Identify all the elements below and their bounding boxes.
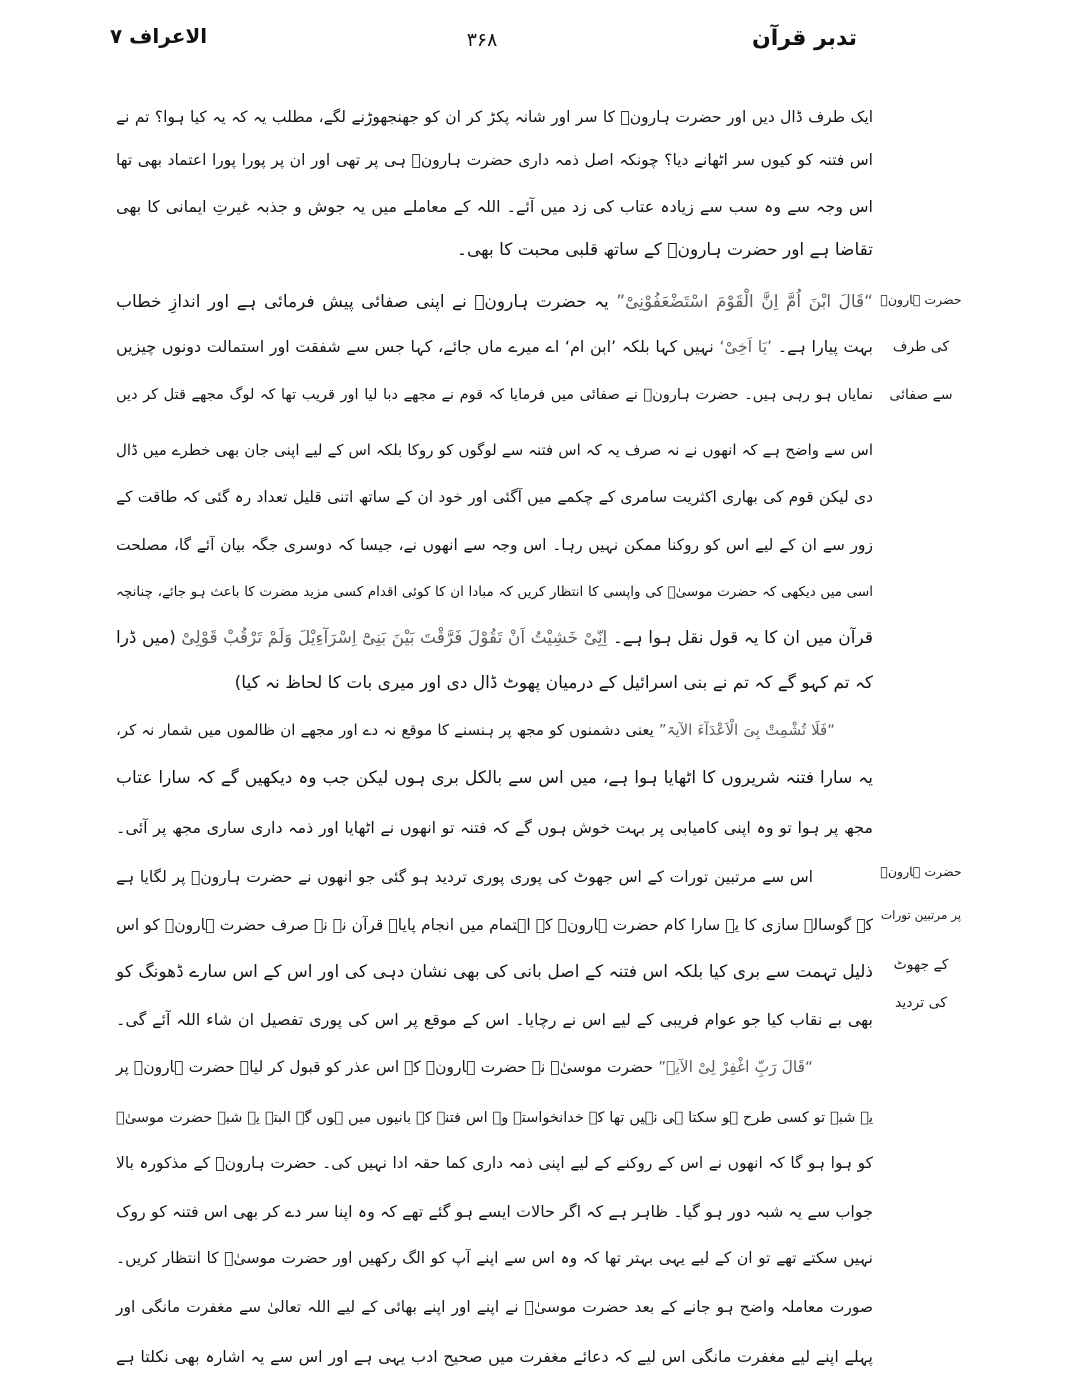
margin-note-line: کی تردید bbox=[895, 995, 947, 1011]
body-line: اسی میں دیکھی کہ حضرت موسیٰؑ کی واپسی کا انتظار کریں کہ مبادا ان کا کوئی اقدام کسی مزید مضرت کا باعث ہو جائے، چنانچہ bbox=[116, 584, 873, 600]
body-line: اس سے واضح ہے کہ انھوں نے نہ صرف یہ کہ اس فتنہ سے لوگوں کو روکا بلکہ اس کے لیے اپنی جان بھی خطرے میں ڈال bbox=[116, 441, 873, 459]
body-line: یہ سارا فتنہ شریروں کا اٹھایا ہوا ہے، میں اس سے بالکل بری ہوں لیکن جب وہ دیکھیں گے کہ سارا عتاب bbox=[116, 768, 873, 788]
body-line: ذلیل تہمت سے بری کیا بلکہ اس فتنہ کے اصل بانی کی بھی نشان دہی کی اور اس کے اس سارے ڈھونگ کو bbox=[116, 962, 873, 982]
quran-verse: “فَلَا تُشْمِتْ بِیَ الْاَعْدَآءَ الآیۃ” bbox=[658, 721, 835, 739]
body-line: صورت معاملہ واضح ہو جانے کے بعد حضرت موسیٰؑ نے اپنے اور اپنے بھائی کے لیے اللہ تعالیٰ سے مغفرت مانگی اور bbox=[116, 1298, 873, 1316]
body-line: کہ تم کہو گے کہ تم نے بنی اسرائیل کے درمیان پھوٹ ڈال دی اور میری بات کا لحاظ نہ کیا) bbox=[234, 673, 873, 693]
body-line: نہیں سکتے تھے تو ان کے لیے یہی بہتر تھا کہ وہ اس سے اپنے آپ کو الگ رکھیں اور حضرت موسیٰؑ کا انتظار کریں۔ bbox=[116, 1249, 873, 1267]
margin-note-line: حضرت ہارونؑ bbox=[880, 292, 962, 307]
body-line: زور سے ان کے لیے اس کو روکنا ممکن نہیں رہا۔ اس وجہ سے انھوں نے، جیسا کہ دوسری جگہ بیان آئے گا، مصلحت bbox=[116, 536, 873, 554]
body-line bbox=[116, 1047, 813, 1087]
quran-verse: “قَالَ رَبِّ اغْفِرْ لِیْ الآیۃ” bbox=[658, 1058, 814, 1076]
body-line bbox=[116, 282, 873, 322]
body-line: جواب سے یہ شبہ دور ہو گیا۔ ظاہر ہے کہ اگر حالات ایسے ہو گئے تھے کہ وہ اپنا سر دے کر بھی اس فتنہ کو روک bbox=[116, 1202, 873, 1221]
margin-note-line: حضرت ہارونؑ bbox=[880, 864, 962, 879]
body-line: اس سے مرتبین تورات کے اس جھوٹ کی پوری پوری تردید ہو گئی جو انھوں نے حضرت ہارونؑ پر لگایا ہے bbox=[116, 868, 813, 886]
body-line: تقاضا ہے اور حضرت ہارونؑ کے ساتھ قلبی محبت کا بھی۔ bbox=[457, 240, 873, 260]
book-title: تدبر قرآن bbox=[752, 26, 857, 51]
body-line: نمایاں ہو رہی ہیں۔ حضرت ہارونؑ نے صفائی میں فرمایا کہ قوم نے مجھے دبا لیا اور قریب تھا کہ لوگ مجھے قتل کر دیں bbox=[116, 387, 873, 403]
body-line: اس وجہ سے وہ سب سے زیادہ عتاب کی زد میں آئے۔ اللہ کے معاملے میں یہ جوش و جذبہ غیرتِ ایمانی کا بھی bbox=[116, 197, 873, 216]
quran-verse: اِنِّیْ خَشِیْتُ اَنْ تَقُوْلَ فَرَّقْتَ بَیْنَ بَنِیْٓ اِسْرَآءِیْلَ وَلَمْ تَرْقُبْ قَوْلِیْ bbox=[181, 628, 608, 648]
quran-verse: ’یَا اَخِیْ‘ bbox=[719, 337, 773, 356]
body-line: یہ شبہ تو کسی طرح ہو سکتا ہی نہیں تھا کہ خدانخواستہ وہ اس فتنہ کے بانیوں میں ہوں گے البتہ یہ شبہ حضرت موسیٰؑ bbox=[116, 1110, 873, 1126]
quran-verse: “قَالَ ابْنَ اُمَّ اِنَّ الْقَوْمَ اسْتَضْعَفُوْنِیْ” bbox=[616, 292, 873, 312]
body-line: دی لیکن قوم کی بھاری اکثریت سامری کے چکمے میں آگئی اور خود ان کے ساتھ اتنی قلیل تعداد رہ گئی کہ طاقت کے bbox=[116, 488, 873, 506]
body-line: پہلے اپنے لیے مغفرت مانگی اس لیے کہ دعائے مغفرت میں صحیح ادب یہی ہے اور اس سے یہ اشارہ بھی نکلتا ہے bbox=[116, 1347, 873, 1366]
margin-note-line: سے صفائی bbox=[889, 387, 953, 403]
surah-name: الاعراف ۷ bbox=[110, 24, 208, 48]
page-number: ۳۶۸ bbox=[466, 29, 498, 51]
body-line: کہ گوسالہ سازی کا یہ سارا کام حضرت ہارونؑ کے اہتمام میں انجام پایا۔ قرآن نے نہ صرف حضرت ہارونؑ کو اس bbox=[116, 916, 873, 934]
body-line: بھی بے نقاب کیا جو عوام فریبی کے لیے اس نے رچایا۔ اس کے موقع پر اس کی پوری تفصیل ان شاء اللہ آئے گی۔ bbox=[116, 1010, 873, 1029]
body-line bbox=[116, 710, 835, 750]
prose-text: حضرت موسیٰؑ نے حضرت ہارونؑ کے اس عذر کو قبول کر لیا۔ حضرت ہارونؑ پر bbox=[116, 1058, 659, 1076]
body-line: اس فتنہ کو کیوں سر اٹھانے دیا؟ چونکہ اصل ذمہ داری حضرت ہارونؑ ہی پر تھی اور ان پر پورا پورا اعتماد بھی تھا bbox=[116, 151, 873, 169]
prose-text: قرآن میں ان کا یہ قول نقل ہوا ہے۔ bbox=[607, 628, 873, 648]
body-line: مجھ پر ہوا تو وہ اپنی کامیابی پر بہت خوش ہوں گے کہ فتنہ تو انھوں نے اٹھایا اور ذمہ داری ساری مجھ پر آئی۔ bbox=[116, 818, 873, 837]
body-line bbox=[116, 327, 873, 367]
prose-text: یہ حضرت ہارونؑ نے اپنی صفائی پیش فرمائی ہے اور اندازِ خطاب bbox=[116, 292, 617, 312]
prose-text: بہت پیارا ہے۔ bbox=[772, 337, 874, 356]
margin-note-line: کی طرف bbox=[892, 339, 950, 355]
prose-text: (میں ڈرا bbox=[116, 628, 182, 648]
body-line: ایک طرف ڈال دیں اور حضرت ہارونؑ کا سر اور شانہ پکڑ کر ان کو جھنجھوڑنے لگے، مطلب یہ کہ یہ کیا ہوا؟ تم نے bbox=[116, 108, 873, 126]
margin-note-line: کے جھوٹ bbox=[893, 957, 949, 973]
body-line: کو ہوا ہو گا کہ انھوں نے اس کے روکنے کے لیے اپنی ذمہ داری کما حقہ ادا نہیں کی۔ حضرت ہارونؑ کے مذکورہ بالا bbox=[116, 1154, 873, 1172]
body-line bbox=[116, 618, 873, 658]
margin-note-line: پر مرتبین تورات bbox=[880, 908, 962, 922]
prose-text: یعنی دشمنوں کو مجھ پر ہنسنے کا موقع نہ دے اور مجھے ان ظالموں میں شمار نہ کر، bbox=[116, 721, 659, 739]
prose-text: نہیں کہا بلکہ ’ابن ام‘ اے میرے ماں جائے، کہا جس سے شفقت اور استمالت دونوں چیزیں bbox=[116, 337, 720, 356]
